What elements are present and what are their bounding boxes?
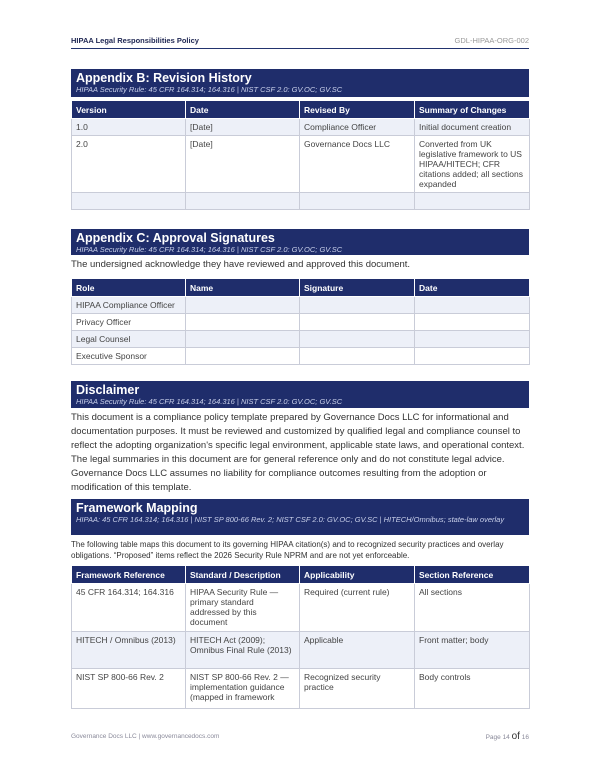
- framework-mapping-subtitle: HIPAA: 45 CFR 164.314; 164.316 | NIST SP 800-66 Rev. 2; NIST CSF 2.0: GV.OC; GV.SC | HITECH/Omnibus; state-law overlay: [76, 515, 505, 524]
- column-header: Standard / Description: [186, 566, 300, 584]
- table-row: [72, 584, 530, 632]
- table-cell: Front matter; body: [415, 632, 530, 669]
- footer-company: Governance Docs LLC | www.governancedocs.com: [71, 733, 220, 740]
- column-header: Version: [72, 101, 186, 119]
- table-cell: All sections: [415, 584, 530, 632]
- table-cell: Legal Counsel: [72, 331, 186, 348]
- table-row: [72, 669, 530, 709]
- table-cell: Required (current rule): [300, 584, 415, 632]
- signature-name-field[interactable]: [186, 314, 300, 331]
- document-title: HIPAA Legal Responsibilities Policy: [71, 36, 199, 45]
- table-cell: Applicable: [300, 632, 415, 669]
- column-header: Section Reference: [415, 566, 530, 584]
- signature-date-field[interactable]: [415, 297, 530, 314]
- disclaimer-body: This document is a compliance policy template prepared by Governance Docs LLC for informational and documentation purposes. It must be reviewed and customized by qualified legal and compliance counsel to reflect the adopting organization's specific legal environment, applicable state laws, and operational context. The legal summaries in this document are for general reference only and do not constitute legal advice. Governance Docs LLC assumes no liability for compliance outcomes resulting from the adoption or modification of this template.: [71, 412, 525, 493]
- framework-mapping-table: [71, 565, 530, 709]
- column-header: Date: [186, 101, 300, 119]
- table-cell: HIPAA Security Rule — primary standard addressed by this document: [186, 584, 300, 632]
- table-row: [72, 348, 530, 365]
- signature-date-field[interactable]: [415, 314, 530, 331]
- signature-field[interactable]: [300, 314, 415, 331]
- appendix-c-subtitle: HIPAA Security Rule: 45 CFR 164.314; 164.316 | NIST CSF 2.0: GV.OC; GV.SC: [76, 245, 343, 254]
- signature-name-field[interactable]: [186, 331, 300, 348]
- table-cell: NIST SP 800-66 Rev. 2 — implementation guidance (mapped in framework: [186, 669, 300, 709]
- table-cell: Initial document creation: [415, 119, 530, 136]
- table-cell: HITECH / Omnibus (2013): [72, 632, 186, 669]
- appendix-b-heading: [71, 69, 529, 97]
- signature-name-field[interactable]: [186, 297, 300, 314]
- table-header-row: [72, 279, 530, 297]
- table-cell: Executive Sponsor: [72, 348, 186, 365]
- column-header: Date: [415, 279, 530, 297]
- column-header: Summary of Changes: [415, 101, 530, 119]
- disclaimer-heading: [71, 381, 529, 408]
- table-cell: [186, 193, 300, 210]
- column-header: Applicability: [300, 566, 415, 584]
- table-cell: 45 CFR 164.314; 164.316: [72, 584, 186, 632]
- appendix-c-intro: The undersigned acknowledge they have reviewed and approved this document.: [71, 259, 411, 270]
- table-row: [72, 632, 530, 669]
- page-current: Page 14: [485, 734, 510, 741]
- table-cell: 1.0: [72, 119, 186, 136]
- page-number: [486, 731, 529, 742]
- table-cell: Body controls: [415, 669, 530, 709]
- table-cell: Recognized security practice: [300, 669, 415, 709]
- column-header: Signature: [300, 279, 415, 297]
- table-cell: [Date]: [186, 136, 300, 193]
- table-header-row: [72, 566, 530, 584]
- table-cell: Converted from UK legislative framework to US HIPAA/HITECH; CFR citations added; all sections expanded: [415, 136, 530, 193]
- framework-mapping-intro: The following table maps this document to its governing HIPAA citation(s) and to recognized security practices and overlay obligations. “Proposed” items reflect the 2026 Security Rule NPRM and are not yet enforceable.: [71, 540, 504, 560]
- signature-field[interactable]: [300, 297, 415, 314]
- signature-date-field[interactable]: [415, 331, 530, 348]
- appendix-c-title: Appendix C: Approval Signatures: [76, 231, 275, 245]
- table-cell: Governance Docs LLC: [300, 136, 415, 193]
- column-header: Name: [186, 279, 300, 297]
- table-row: [72, 297, 530, 314]
- disclaimer-title: Disclaimer: [76, 383, 140, 397]
- table-cell: [300, 193, 415, 210]
- column-header: Revised By: [300, 101, 415, 119]
- table-row: [72, 193, 530, 210]
- table-row: [72, 119, 530, 136]
- appendix-c-heading: [71, 229, 529, 255]
- table-cell: [Date]: [186, 119, 300, 136]
- signature-field[interactable]: [300, 331, 415, 348]
- signature-name-field[interactable]: [186, 348, 300, 365]
- appendix-b-subtitle: HIPAA Security Rule: 45 CFR 164.314; 164.316 | NIST CSF 2.0: GV.OC; GV.SC: [76, 85, 343, 94]
- signature-field[interactable]: [300, 348, 415, 365]
- table-cell: NIST SP 800-66 Rev. 2: [72, 669, 186, 709]
- disclaimer-subtitle: HIPAA Security Rule: 45 CFR 164.314; 164.316 | NIST CSF 2.0: GV.OC; GV.SC: [76, 397, 343, 406]
- table-row: [72, 314, 530, 331]
- table-cell: Compliance Officer: [300, 119, 415, 136]
- table-cell: HITECH Act (2009); Omnibus Final Rule (2013): [186, 632, 300, 669]
- table-row: [72, 136, 530, 193]
- table-cell: [415, 193, 530, 210]
- signature-date-field[interactable]: [415, 348, 530, 365]
- table-cell: 2.0: [72, 136, 186, 193]
- table-header-row: [72, 101, 530, 119]
- revision-history-table: [71, 100, 530, 210]
- table-cell: Privacy Officer: [72, 314, 186, 331]
- column-header: Framework Reference: [72, 566, 186, 584]
- page-of: of: [511, 731, 520, 742]
- table-row: [72, 331, 530, 348]
- framework-mapping-heading: [71, 499, 529, 535]
- column-header: Role: [72, 279, 186, 297]
- framework-mapping-title: Framework Mapping: [76, 501, 198, 515]
- table-cell: HIPAA Compliance Officer: [72, 297, 186, 314]
- approval-signatures-table: [71, 278, 530, 365]
- page-header: [71, 36, 529, 49]
- appendix-b-title: Appendix B: Revision History: [76, 71, 252, 85]
- page-total: 16: [521, 734, 529, 741]
- table-cell: [72, 193, 186, 210]
- document-code: GDL-HIPAA-ORG-002: [454, 36, 529, 45]
